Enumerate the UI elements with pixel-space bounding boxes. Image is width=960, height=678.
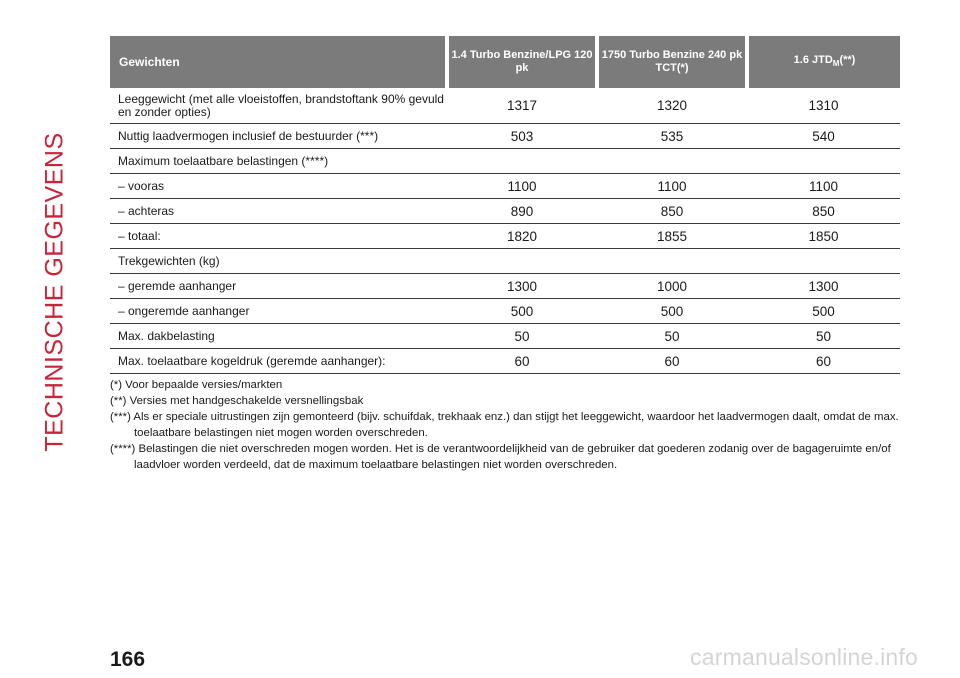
cell-value: 500 <box>597 299 747 324</box>
header-engine-2: 1750 Turbo Benzine 240 pk TCT(*) <box>597 36 747 88</box>
footnote: (***) Als er speciale uitrustingen zijn gemonteerd (bijv. schuifdak, trekhaak enz.) dan stijgt het leeggewicht, waardoor het laadvermogen daalt, omdat de max. toelaatbare belastingen niet mogen worden overschreden. <box>110 411 899 439</box>
row-label: – totaal: <box>110 224 447 249</box>
cell-value: 500 <box>747 299 900 324</box>
cell-value: 535 <box>597 124 747 149</box>
cell-value: 60 <box>597 349 747 374</box>
cell-value <box>447 149 597 174</box>
row-label: Max. toelaatbare kogeldruk (geremde aanhanger): <box>110 349 447 374</box>
table-row <box>110 324 900 349</box>
cell-value: 1300 <box>447 274 597 299</box>
cell-value: 850 <box>747 199 900 224</box>
cell-value: 1317 <box>447 88 597 124</box>
row-label: – vooras <box>110 174 447 199</box>
header-engine-3 <box>747 36 900 88</box>
cell-value: 60 <box>447 349 597 374</box>
cell-value <box>747 149 900 174</box>
header-engine-3-note: (**) <box>839 54 856 66</box>
cell-value <box>447 249 597 274</box>
table-row <box>110 249 900 274</box>
cell-value: 1850 <box>747 224 900 249</box>
footnote: (****) Belastingen die niet overschreden mogen worden. Het is de verantwoordelijkheid van de gebruiker dat goederen zodanig over de bagageruimte en/of laadvloer worden verdeeld, dat de maximum toelaatbare belastingen niet worden overschreden. <box>110 443 891 471</box>
table-row <box>110 274 900 299</box>
table-row <box>110 299 900 324</box>
cell-value: 60 <box>747 349 900 374</box>
row-label: Trekgewichten (kg) <box>110 249 447 274</box>
page-number: 166 <box>110 648 146 671</box>
table-row <box>110 224 900 249</box>
cell-value <box>747 249 900 274</box>
cell-value: 50 <box>447 324 597 349</box>
cell-value: 1100 <box>597 174 747 199</box>
watermark-text: carmanualsonline.info <box>690 644 918 670</box>
header-engine-3-name: 1.6 JTD <box>793 54 833 66</box>
row-label: – geremde aanhanger <box>110 274 447 299</box>
cell-value: 1100 <box>447 174 597 199</box>
weights-table <box>110 36 900 374</box>
section-title-text: TECHNISCHE GEGEVENS <box>40 132 69 452</box>
row-label: Nuttig laadvermogen inclusief de bestuurder (***) <box>110 124 447 149</box>
table-row <box>110 174 900 199</box>
table-row <box>110 149 900 174</box>
cell-value: 1855 <box>597 224 747 249</box>
row-label: – achteras <box>110 199 447 224</box>
cell-value: 890 <box>447 199 597 224</box>
table-header-row <box>110 36 900 88</box>
footnote: (*) Voor bepaalde versies/markten <box>110 379 283 391</box>
header-engine-3-subscript: M <box>832 59 840 68</box>
cell-value: 1310 <box>747 88 900 124</box>
table-row <box>110 124 900 149</box>
table-row <box>110 88 900 124</box>
table-row <box>110 349 900 374</box>
cell-value: 540 <box>747 124 900 149</box>
cell-value: 50 <box>747 324 900 349</box>
cell-value: 1320 <box>597 88 747 124</box>
cell-value: 503 <box>447 124 597 149</box>
row-label: Leeggewicht (met alle vloeistoffen, brandstoftank 90% gevuld en zonder opties) <box>110 88 447 124</box>
cell-value: 50 <box>597 324 747 349</box>
header-engine-1: 1.4 Turbo Benzine/LPG 120 pk <box>447 36 597 88</box>
row-label: – ongeremde aanhanger <box>110 299 447 324</box>
cell-value: 850 <box>597 199 747 224</box>
cell-value: 1820 <box>447 224 597 249</box>
header-weights: Gewichten <box>110 36 447 88</box>
cell-value: 1100 <box>747 174 900 199</box>
cell-value: 500 <box>447 299 597 324</box>
footnote: (**) Versies met handgeschakelde versnellingsbak <box>110 395 364 407</box>
cell-value <box>597 249 747 274</box>
table-row <box>110 199 900 224</box>
row-label: Max. dakbelasting <box>110 324 447 349</box>
cell-value <box>597 149 747 174</box>
cell-value: 1000 <box>597 274 747 299</box>
cell-value: 1300 <box>747 274 900 299</box>
footnotes <box>110 377 910 473</box>
row-label: Maximum toelaatbare belastingen (****) <box>110 149 447 174</box>
